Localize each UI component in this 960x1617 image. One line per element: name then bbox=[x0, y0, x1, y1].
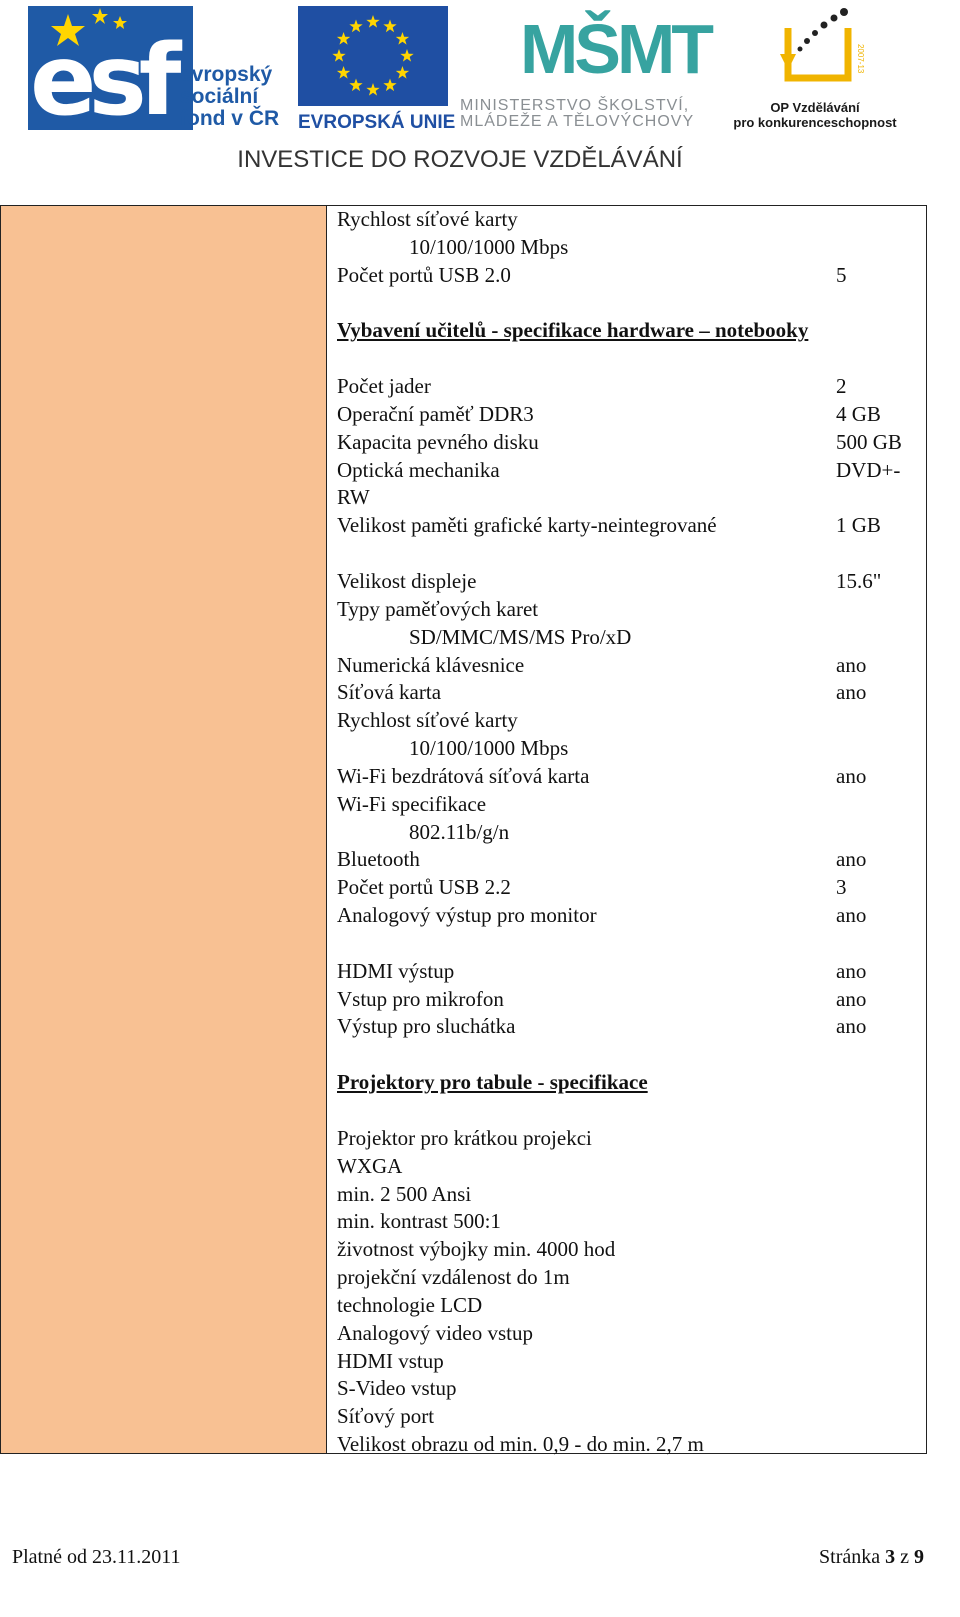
spec-row bbox=[337, 457, 927, 485]
op-text bbox=[730, 100, 900, 130]
left-shaded-cell bbox=[1, 206, 327, 1453]
spec-value: ano bbox=[836, 903, 867, 928]
spec-row bbox=[337, 568, 927, 596]
blank-row bbox=[337, 1041, 927, 1069]
spec-label: HDMI výstup bbox=[337, 958, 455, 983]
spec-row bbox=[337, 1264, 927, 1292]
section-heading bbox=[337, 317, 927, 345]
esf-word: esf bbox=[30, 24, 174, 130]
spec-row bbox=[337, 679, 927, 707]
spec-label: Síťový port bbox=[337, 1404, 435, 1429]
spec-row bbox=[337, 1320, 927, 1348]
tagline: INVESTICE DO ROZVOJE VZDĚLÁVÁNÍ bbox=[237, 146, 683, 173]
spec-row bbox=[337, 1153, 927, 1181]
spec-label: Rychlost síťové karty bbox=[337, 207, 518, 231]
spec-label: Počet portů USB 2.0 bbox=[337, 262, 511, 287]
spec-row bbox=[337, 763, 927, 791]
footer-page-number bbox=[819, 1546, 924, 1569]
spec-value: ano bbox=[836, 652, 867, 677]
blank-row bbox=[337, 930, 927, 958]
spec-row bbox=[337, 846, 927, 874]
eu-star-icon bbox=[337, 32, 350, 45]
spec-value: ano bbox=[836, 680, 867, 705]
spec-label: Vybavení učitelů - specifikace hardware – notebooky bbox=[337, 318, 809, 343]
spec-value: ano bbox=[836, 847, 867, 872]
esf-text bbox=[180, 64, 279, 130]
spec-label: Analogový video vstup bbox=[337, 1320, 533, 1345]
spec-label: Vstup pro mikrofon bbox=[337, 986, 504, 1011]
esf-logo-mark bbox=[28, 6, 193, 130]
eu-stars bbox=[298, 6, 448, 106]
page-total: 9 bbox=[914, 1546, 924, 1568]
esf-logo bbox=[28, 6, 285, 130]
spec-row bbox=[337, 1236, 927, 1264]
spec-row bbox=[337, 512, 927, 540]
op-logo bbox=[730, 4, 930, 132]
spec-value: ano bbox=[836, 763, 867, 788]
spec-value: 500 GB bbox=[836, 429, 902, 454]
spec-row bbox=[337, 373, 927, 401]
eu-flag-icon bbox=[298, 6, 448, 106]
spec-row bbox=[337, 624, 927, 652]
spec-label: Velikost paměti grafické karty-neintegrované bbox=[337, 513, 717, 538]
spec-row bbox=[337, 401, 927, 429]
spec-row bbox=[337, 874, 927, 902]
op-logo-icon bbox=[766, 4, 866, 100]
spec-row bbox=[337, 429, 927, 457]
msmt-line: MINISTERSTVO ŠKOLSTVÍ, bbox=[460, 97, 690, 114]
eu-star-icon bbox=[400, 49, 413, 62]
spec-label: technologie LCD bbox=[337, 1292, 483, 1317]
blank-row bbox=[337, 345, 927, 373]
eu-logo bbox=[298, 6, 456, 133]
spec-row bbox=[337, 958, 927, 986]
spec-value: 2 bbox=[836, 374, 847, 399]
spec-row bbox=[337, 1375, 927, 1403]
op-line: OP Vzdělávání bbox=[770, 100, 860, 115]
spec-value: 15.6" bbox=[836, 568, 882, 593]
eu-star-icon bbox=[396, 32, 409, 45]
spec-label: HDMI vstup bbox=[337, 1348, 444, 1373]
spec-label: Rychlost síťové karty bbox=[337, 708, 518, 733]
spec-label: S-Video vstup bbox=[337, 1376, 457, 1401]
spec-label: projekční vzdálenost do 1m bbox=[337, 1265, 570, 1290]
eu-star-icon bbox=[396, 66, 409, 79]
esf-line: fond v ČR bbox=[180, 107, 280, 130]
spec-row bbox=[337, 819, 927, 847]
esf-line: evropský bbox=[180, 63, 273, 86]
spec-row bbox=[337, 596, 927, 624]
spec-label: Počet portů USB 2.2 bbox=[337, 875, 511, 900]
eu-text: EVROPSKÁ UNIE bbox=[298, 112, 456, 133]
spec-label: Počet jader bbox=[337, 374, 431, 399]
spec-label: Velikost displeje bbox=[337, 568, 477, 593]
spec-label: 802.11b/g/n bbox=[409, 819, 510, 844]
spec-label: Typy paměťových karet bbox=[337, 596, 539, 621]
eu-star-icon bbox=[349, 78, 362, 91]
spec-row bbox=[337, 1181, 927, 1209]
spec-label: min. kontrast 500:1 bbox=[337, 1209, 501, 1234]
spec-label: Wi-Fi bezdrátová síťová karta bbox=[337, 763, 590, 788]
spec-row bbox=[337, 986, 927, 1014]
spec-row bbox=[337, 902, 927, 930]
spec-row bbox=[337, 735, 927, 763]
spec-label: Wi-Fi specifikace bbox=[337, 791, 487, 816]
spec-row bbox=[337, 1403, 927, 1431]
spec-value: 5 bbox=[836, 262, 847, 287]
footer-valid-from: Platné od 23.11.2011 bbox=[12, 1546, 181, 1568]
spec-value: 4 GB bbox=[836, 401, 881, 426]
spec-row bbox=[337, 1208, 927, 1236]
spec-label: SD/MMC/MS/MS Pro/xD bbox=[409, 624, 632, 649]
section-heading bbox=[337, 1069, 927, 1097]
spec-label: 10/100/1000 Mbps bbox=[409, 736, 569, 761]
spec-rows bbox=[337, 206, 927, 1459]
page-current: 3 bbox=[885, 1546, 896, 1568]
spec-label: WXGA bbox=[337, 1153, 403, 1178]
spec-label: Síťová karta bbox=[337, 680, 442, 705]
blank-row bbox=[337, 540, 927, 568]
header-logos bbox=[0, 0, 960, 200]
eu-star-icon bbox=[366, 83, 379, 96]
spec-label: Projektor pro krátkou projekci bbox=[337, 1125, 592, 1150]
eu-star-icon bbox=[366, 15, 379, 28]
spec-label: RW bbox=[337, 485, 370, 510]
spec-row bbox=[337, 652, 927, 680]
spec-value: 3 bbox=[836, 875, 847, 900]
spec-row bbox=[337, 1348, 927, 1376]
eu-star-icon bbox=[383, 20, 396, 33]
spec-label: Numerická klávesnice bbox=[337, 652, 525, 677]
spec-row bbox=[337, 262, 927, 290]
spec-row bbox=[337, 1013, 927, 1041]
spec-value: ano bbox=[836, 986, 867, 1011]
spec-label: životnost výbojky min. 4000 hod bbox=[337, 1237, 616, 1262]
msmt-logo bbox=[460, 6, 722, 130]
msmt-line: MLÁDEŽE A TĚLOVÝCHOVY bbox=[460, 113, 695, 130]
eu-star-icon bbox=[349, 20, 362, 33]
page-sep: z bbox=[900, 1546, 909, 1568]
spec-row bbox=[337, 1431, 927, 1459]
eu-star-icon bbox=[337, 66, 350, 79]
spec-row bbox=[337, 484, 927, 512]
spec-label: Projektory pro tabule - specifikace bbox=[337, 1070, 648, 1095]
msmt-text bbox=[460, 98, 722, 130]
spec-value: DVD+- bbox=[836, 457, 901, 482]
spec-row bbox=[337, 206, 927, 234]
spec-label: Bluetooth bbox=[337, 847, 420, 872]
blank-row bbox=[337, 1097, 927, 1125]
spec-label: 10/100/1000 Mbps bbox=[409, 234, 569, 259]
spec-label: Optická mechanika bbox=[337, 457, 500, 482]
esf-line: sociální bbox=[180, 85, 259, 108]
spec-value: ano bbox=[836, 958, 867, 983]
spec-row bbox=[337, 234, 927, 262]
spec-row bbox=[337, 1125, 927, 1153]
spec-label: Kapacita pevného disku bbox=[337, 429, 539, 454]
op-line: pro konkurenceschopnost bbox=[733, 115, 897, 130]
spec-value: 1 GB bbox=[836, 513, 881, 538]
spec-label: Analogový výstup pro monitor bbox=[337, 903, 597, 928]
spec-label: Operační paměť DDR3 bbox=[337, 401, 534, 426]
spec-label: min. 2 500 Ansi bbox=[337, 1181, 472, 1206]
spec-label: Výstup pro sluchátka bbox=[337, 1014, 516, 1039]
spec-row bbox=[337, 1292, 927, 1320]
msmt-mark: MŠMT bbox=[520, 10, 711, 88]
op-badge: 2007-13 bbox=[856, 44, 865, 74]
spec-row bbox=[337, 707, 927, 735]
spec-label: Velikost obrazu od min. 0,9 - do min. 2,7 m bbox=[337, 1432, 704, 1457]
spec-value: ano bbox=[836, 1014, 867, 1039]
blank-row bbox=[337, 290, 927, 318]
eu-star-icon bbox=[332, 49, 345, 62]
page-prefix: Stránka bbox=[819, 1546, 881, 1568]
eu-star-icon bbox=[383, 78, 396, 91]
spec-row bbox=[337, 791, 927, 819]
